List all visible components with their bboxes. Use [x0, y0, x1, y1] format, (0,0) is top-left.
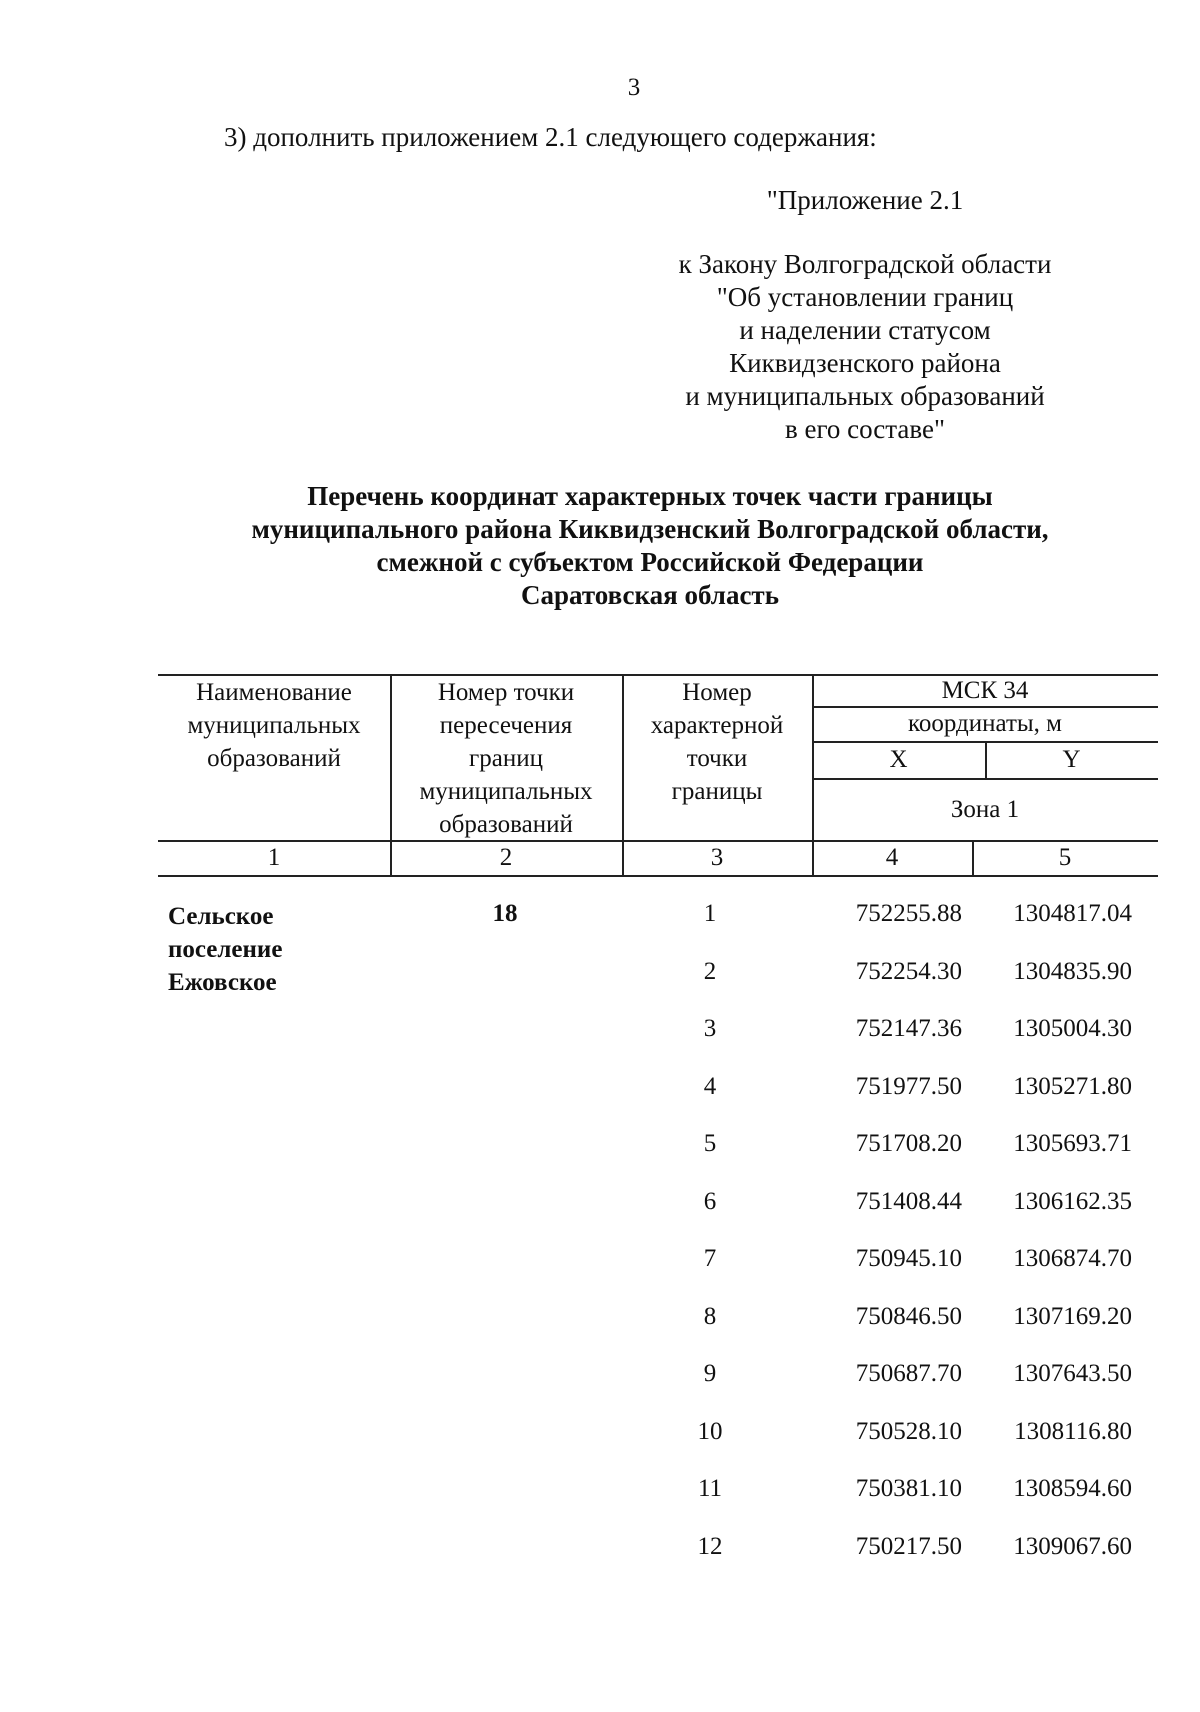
document-heading — [150, 480, 1150, 612]
x-coordinate: 750846.50 — [855, 1302, 962, 1330]
point-number: 5 — [703, 1130, 717, 1157]
y-coordinate: 1305004.30 — [1013, 1015, 1132, 1042]
x-coordinate: 752147.36 — [855, 1015, 962, 1042]
heading-line: муниципального района Киквидзенский Волгоградской области, — [251, 514, 1049, 544]
settlement-line: Сельское — [168, 903, 274, 930]
heading-line: Перечень координат характерных точек части границы — [307, 481, 993, 511]
header-line: характерной — [650, 712, 784, 739]
table-row — [0, 1073, 1200, 1103]
y-coordinate: 1309067.60 — [1013, 1532, 1132, 1560]
x-coordinate: 750381.10 — [855, 1475, 962, 1502]
column-number: 3 — [710, 844, 724, 871]
intersection-point-number: 18 — [492, 900, 518, 927]
table-row — [0, 1475, 1200, 1505]
table-row — [0, 958, 1200, 988]
header-line: точки — [686, 745, 748, 772]
table-rule — [158, 875, 1158, 877]
x-coordinate: 752254.30 — [855, 957, 962, 985]
intro-paragraph: 3) дополнить приложением 2.1 следующего содержания: — [224, 122, 877, 152]
header-point-number — [622, 676, 812, 808]
header-line: границы — [671, 778, 763, 805]
appendix-ref-line: Киквидзенского района — [729, 348, 1001, 378]
header-line: границ — [469, 745, 543, 772]
header-msk: МСК 34 — [941, 677, 1029, 704]
appendix-ref-line: и муниципальных образований — [685, 381, 1045, 411]
table-row — [0, 1188, 1200, 1218]
y-coordinate: 1308594.60 — [1013, 1475, 1132, 1502]
x-coordinate: 751977.50 — [855, 1072, 962, 1100]
column-number: 1 — [267, 844, 281, 871]
y-coordinate: 1306874.70 — [1013, 1245, 1132, 1272]
appendix-reference — [650, 248, 1080, 446]
x-coordinate: 751708.20 — [855, 1130, 962, 1157]
point-number: 7 — [703, 1245, 717, 1272]
settlement-line: поселение — [168, 936, 283, 963]
header-line: муниципальных — [419, 778, 593, 805]
table-row — [0, 1130, 1200, 1160]
appendix-ref-line: в его составе" — [785, 414, 945, 444]
y-coordinate: 1307169.20 — [1013, 1302, 1132, 1330]
heading-line: Саратовская область — [521, 580, 779, 610]
table-row — [0, 1360, 1200, 1390]
x-coordinate: 750217.50 — [855, 1532, 962, 1560]
header-municipality-name — [158, 676, 390, 775]
y-coordinate: 1307643.50 — [1013, 1360, 1132, 1387]
header-x: X — [889, 746, 908, 773]
y-coordinate: 1304835.90 — [1013, 957, 1132, 985]
header-line: муниципальных — [187, 712, 361, 739]
x-coordinate: 750687.70 — [855, 1360, 962, 1387]
header-coords-unit: координаты, м — [907, 710, 1063, 737]
table-row — [0, 1245, 1200, 1275]
x-coordinate: 752255.88 — [855, 900, 962, 927]
header-line: пересечения — [439, 712, 573, 739]
header-zone: Зона 1 — [950, 796, 1020, 823]
settlement-line: Ежовское — [168, 969, 277, 996]
point-number: 4 — [703, 1072, 717, 1100]
point-number: 9 — [703, 1360, 717, 1387]
y-coordinate: 1305693.71 — [1013, 1130, 1132, 1157]
table-row — [0, 1418, 1200, 1448]
appendix-ref-line: и наделении статусом — [739, 315, 991, 345]
column-number: 2 — [499, 844, 513, 871]
point-number: 10 — [697, 1417, 723, 1445]
point-number: 6 — [703, 1187, 717, 1215]
header-line: образований — [439, 811, 573, 838]
y-coordinate: 1305271.80 — [1013, 1072, 1132, 1100]
y-coordinate: 1306162.35 — [1013, 1187, 1132, 1215]
header-line: Номер точки — [437, 679, 575, 706]
appendix-ref-line: к Закону Волгоградской области — [678, 249, 1052, 279]
x-coordinate: 750945.10 — [855, 1245, 962, 1272]
table-row — [0, 1303, 1200, 1333]
point-number: 8 — [703, 1302, 717, 1330]
point-number: 2 — [703, 957, 717, 985]
column-number: 4 — [885, 844, 899, 871]
table-rule — [812, 778, 1158, 780]
header-line: образований — [207, 745, 341, 772]
page-number: 3 — [627, 74, 641, 101]
x-coordinate: 751408.44 — [855, 1187, 962, 1215]
table-row — [0, 1015, 1200, 1045]
table-row — [0, 1533, 1200, 1563]
point-number: 3 — [703, 1015, 717, 1042]
header-line: Номер — [682, 679, 752, 706]
heading-line: смежной с субъектом Российской Федерации — [376, 547, 924, 577]
header-intersection-number — [390, 676, 622, 841]
point-number: 1 — [703, 900, 717, 927]
appendix-title: "Приложение 2.1 — [766, 185, 964, 215]
appendix-ref-line: "Об установлении границ — [716, 282, 1014, 312]
header-y: Y — [1062, 746, 1081, 773]
point-number: 11 — [697, 1475, 723, 1502]
y-coordinate: 1304817.04 — [1013, 900, 1132, 927]
table-row — [0, 900, 1200, 930]
point-number: 12 — [697, 1532, 723, 1560]
y-coordinate: 1308116.80 — [1014, 1417, 1132, 1445]
x-coordinate: 750528.10 — [855, 1417, 962, 1445]
column-number: 5 — [1058, 844, 1072, 871]
header-line: Наименование — [196, 679, 352, 706]
